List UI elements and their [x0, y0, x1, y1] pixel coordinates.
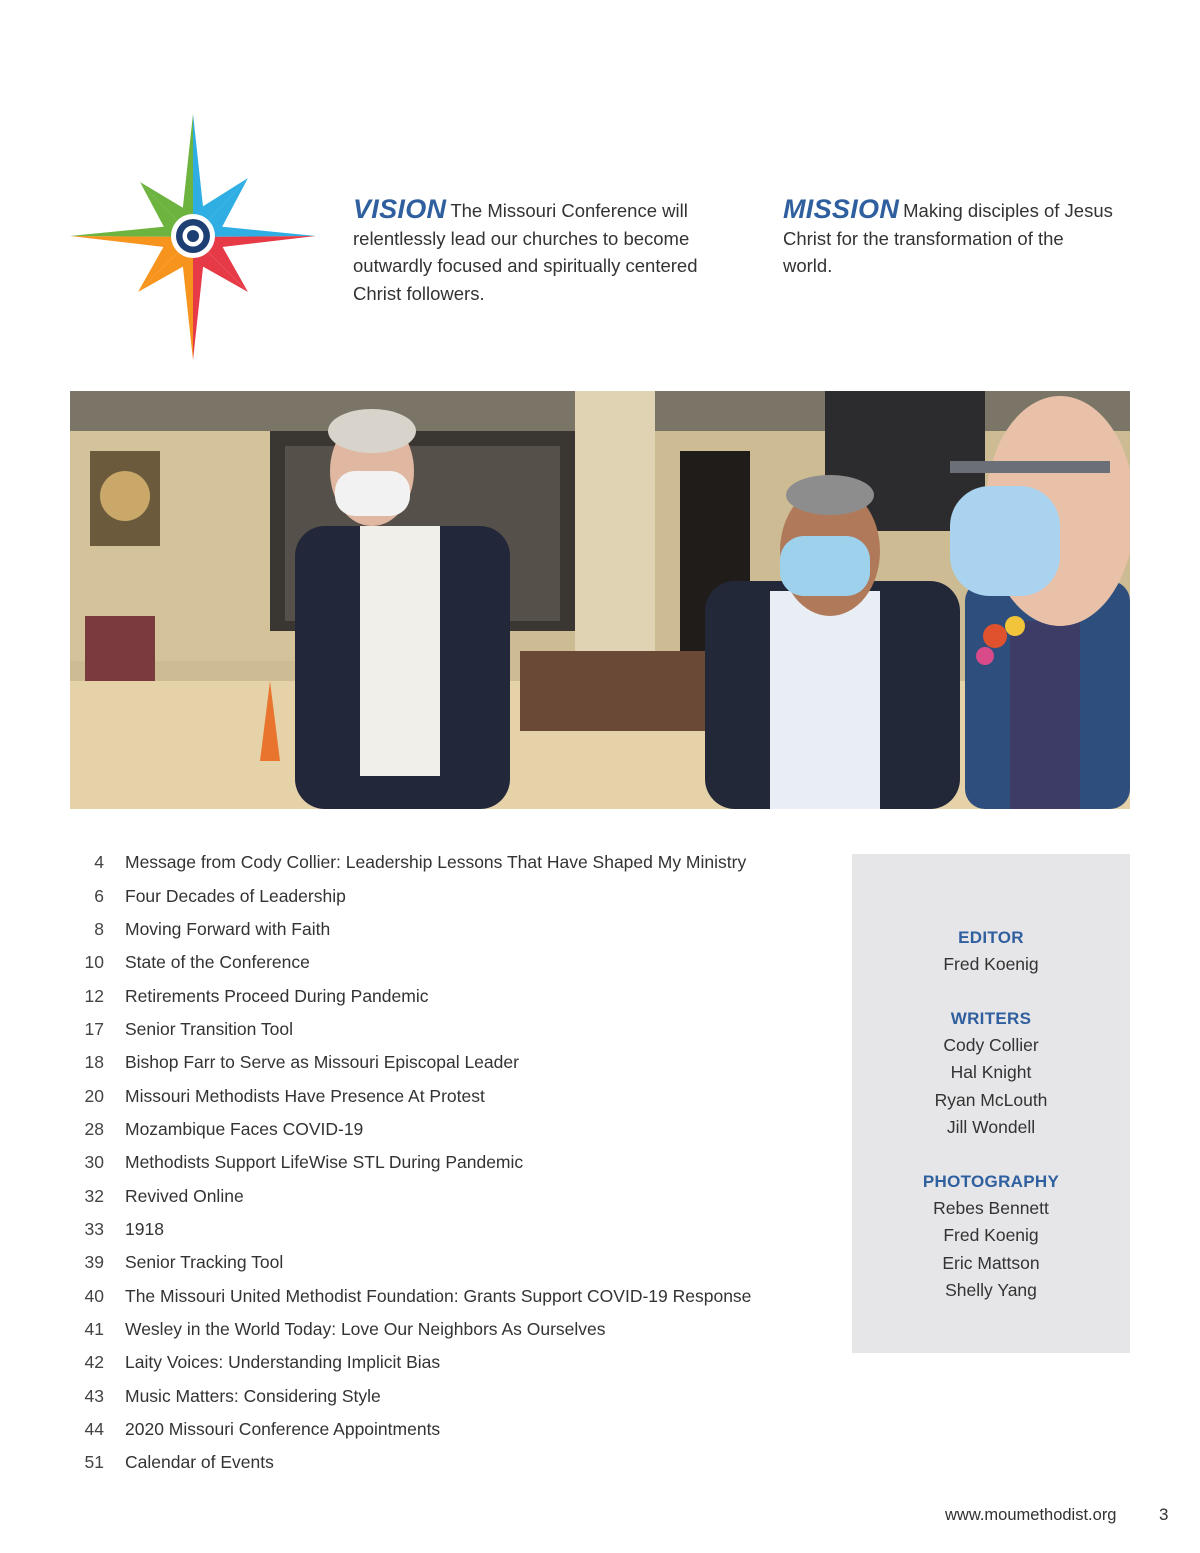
toc-page-number: 33 — [84, 1218, 104, 1239]
toc-title: 1918 — [125, 1218, 164, 1239]
toc-page-number: 51 — [84, 1452, 104, 1473]
toc-entry[interactable] — [70, 1346, 790, 1379]
mission-text: Making disciples of Jesus Christ for the transformation of the world. — [783, 200, 1113, 277]
toc-page-number: 42 — [84, 1352, 104, 1373]
photographer-name: Eric Mattson — [942, 1252, 1040, 1273]
vision-text: The Missouri Conference will relentlessly lead our churches to become outwardly focused and spiritually centered Christ followers. — [353, 200, 698, 304]
vision-statement — [353, 196, 733, 307]
feature-photo — [70, 391, 1130, 809]
writers-group — [852, 1005, 1130, 1142]
toc-page-number: 18 — [84, 1052, 104, 1073]
toc-page-number: 43 — [84, 1385, 104, 1406]
toc-page-number: 20 — [84, 1085, 104, 1106]
toc-entry[interactable] — [70, 1313, 790, 1346]
toc-page-number: 30 — [84, 1152, 104, 1173]
photography-heading: PHOTOGRAPHY — [922, 1171, 1060, 1191]
toc-title: Four Decades of Leadership — [125, 885, 346, 906]
writer-name: Cody Collier — [943, 1034, 1039, 1055]
toc-page-number: 6 — [94, 885, 104, 906]
toc-title: Senior Transition Tool — [125, 1018, 293, 1039]
toc-entry[interactable] — [70, 1380, 790, 1413]
photographer-name: Rebes Bennett — [933, 1197, 1049, 1218]
toc-title: Laity Voices: Understanding Implicit Bias — [125, 1352, 441, 1373]
toc-title: Wesley in the World Today: Love Our Neighbors As Ourselves — [125, 1318, 606, 1339]
toc-page-number: 44 — [84, 1419, 104, 1440]
toc-page-number: 41 — [84, 1318, 104, 1339]
writer-name: Hal Knight — [950, 1062, 1032, 1082]
toc-title: Methodists Support LifeWise STL During Pandemic — [125, 1152, 524, 1173]
toc-entry[interactable] — [70, 1079, 790, 1112]
toc-title: Music Matters: Considering Style — [125, 1385, 381, 1406]
toc-page-number: 39 — [84, 1252, 104, 1273]
toc-entry[interactable] — [70, 879, 790, 912]
photographer-name: Fred Koenig — [943, 1225, 1039, 1245]
table-of-contents — [70, 846, 790, 1480]
writers-heading: WRITERS — [950, 1008, 1032, 1028]
mission-statement — [783, 196, 1113, 280]
page-number: 3 — [1159, 1505, 1169, 1524]
toc-title: State of the Conference — [125, 952, 310, 973]
toc-title: Message from Cody Collier: Leadership Lessons That Have Shaped My Ministry — [125, 852, 747, 873]
toc-entry[interactable] — [70, 1446, 790, 1479]
toc-title: Bishop Farr to Serve as Missouri Episcopal Leader — [125, 1052, 519, 1073]
photography-group — [852, 1168, 1130, 1305]
toc-page-number: 10 — [84, 952, 104, 973]
writer-name: Jill Wondell — [946, 1117, 1036, 1137]
toc-entry[interactable] — [70, 913, 790, 946]
toc-entry[interactable] — [70, 1413, 790, 1446]
writer-name: Ryan McLouth — [934, 1089, 1048, 1110]
photo-of-three-masked-men-icon — [70, 391, 1130, 809]
toc-entry[interactable] — [70, 1279, 790, 1312]
toc-title: The Missouri United Methodist Foundation: Grants Support COVID-19 Response — [125, 1285, 752, 1306]
toc-title: Revived Online — [125, 1185, 244, 1206]
toc-page-number: 32 — [84, 1185, 104, 1206]
toc-title: Retirements Proceed During Pandemic — [125, 985, 429, 1006]
toc-entry[interactable] — [70, 1013, 790, 1046]
editor-heading: EDITOR — [958, 928, 1024, 947]
credits-panel — [852, 854, 1130, 1353]
toc-entry[interactable] — [70, 1046, 790, 1079]
vision-keyword: VISION — [353, 194, 447, 224]
mission-keyword: MISSION — [783, 194, 900, 224]
toc-entry[interactable] — [70, 1113, 790, 1146]
toc-entry[interactable] — [70, 979, 790, 1012]
toc-title: Mozambique Faces COVID-19 — [125, 1118, 364, 1139]
toc-page-number: 40 — [84, 1285, 104, 1306]
toc-page-number: 28 — [84, 1118, 104, 1139]
toc-entry[interactable] — [70, 1246, 790, 1279]
toc-title: Missouri Methodists Have Presence At Protest — [125, 1085, 485, 1106]
photographer-name: Shelly Yang — [945, 1280, 1037, 1300]
toc-entry[interactable] — [70, 1213, 790, 1246]
toc-page-number: 12 — [84, 985, 104, 1006]
compass-star-logo-icon — [68, 112, 318, 362]
editor-name: Fred Koenig — [943, 954, 1039, 974]
toc-page-number: 17 — [84, 1018, 104, 1039]
toc-entry[interactable] — [70, 1146, 790, 1179]
toc-title: 2020 Missouri Conference Appointments — [125, 1419, 441, 1440]
toc-title: Moving Forward with Faith — [125, 918, 331, 939]
toc-page-number: 4 — [94, 852, 104, 873]
toc-title: Senior Tracking Tool — [125, 1252, 284, 1273]
toc-page-number: 8 — [94, 918, 104, 939]
editor-group — [852, 924, 1130, 979]
toc-entry[interactable] — [70, 946, 790, 979]
toc-title: Calendar of Events — [125, 1452, 274, 1473]
toc-entry[interactable] — [70, 846, 790, 879]
footer-website-link[interactable]: www.moumethodist.org — [945, 1506, 1117, 1524]
toc-entry[interactable] — [70, 1179, 790, 1212]
